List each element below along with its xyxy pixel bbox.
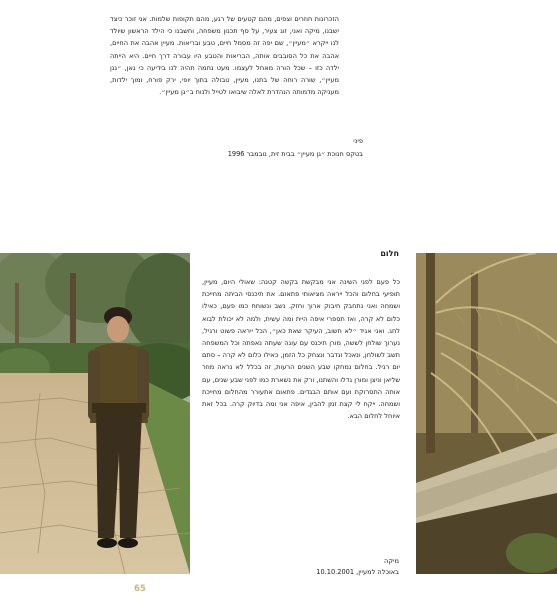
palm-tree-path-photo: [416, 253, 557, 574]
page-number: 65: [134, 584, 146, 594]
top-paragraph: הזכרונות חוזרים וצפים, מהם קטעים של רגע, מהם תקופות שלמות. אני זוכר כיצד ישבנו, מיקה ואני, זוג צעיר, על סף תכנון משפחה, וחשבנו כי הילד הראשון שיולד לנו ייקרא ״מעיין״, שם יפה זה מסמל חיים, טבע ובריאות. מעיין אהבה את החיים, אהבה את כל הסובבים אותה, הבריאות והטבע היו עבורה דרך חיים. היא הייתה ילדה כזו – שכל הורה מאחל לעצמו. מעט נחמה תהיה לנו בידיעה כי גאן, ״גנן מעיין״, שורה רוחה של בתנו, מעיין, טבולה בתוך יופי, ירק פורח, ומוך ילדות, מעניקה מדמותה הנהדרת לאלה שיבואו לטייל ולנוח ב״גן מעיין״.: [110, 15, 339, 97]
bottom-signature-name: מיקה: [384, 557, 399, 565]
bottom-signature-source: באוכלה למעיין, 10.10.2001: [316, 568, 399, 576]
section-title: חלום: [380, 249, 399, 258]
top-signature-name: פיני: [353, 137, 363, 145]
girl-in-garden-photo: [0, 253, 190, 574]
body-paragraph: כל פעם לפני השינה אני מבקשת בקשה קטנה: שאולי היום, מעיין, תופיעי בחלום והכל ייראה מציאותי פתאום. את תיכנסי הביתה מחייכת ושמחה ואני נתחבק חיבוק ארוך וחזק. נשב ונשוחח כמו פעם, כאילו כלום לא קרה, ואז תספרי איפה היית ומה עשית, ולמה לא יכולת לבוא לחג. ואני אגיד ״לא חשוב, העיקר שאת כאן״, הכל ייראה פשוט ורגיל, נערוך שולחן לששה, מורן תיכנס עם עוגה שעתה נאפתה וכל המשפחה תשב לשולחן, ונאכל ונדבר ונצחק כל הזמן, כאילו כלום לא קרה – סתם יום רגיל. בחלום נמחקו שבע השנים הרעות, זה בכלל לא נראה מוזר שליאן וניצן ומורן גדלו והשתנו, ורק את נשארת כמו לפני שבע שנים, עם אותה התסרוקת ועם אותם הבגדים. פתאום אתעורר מהחלום מחייכת ושמחה. ייקח לי קצת זמן להבין, איפה אני ומה בדיוק קרה. בכל זאת איוחל לחלום הבא.: [202, 278, 400, 421]
top-signature-source: בטקס חנוכת ״גן מעיין״ בבית זית, נובמבר 1996: [227, 150, 363, 158]
